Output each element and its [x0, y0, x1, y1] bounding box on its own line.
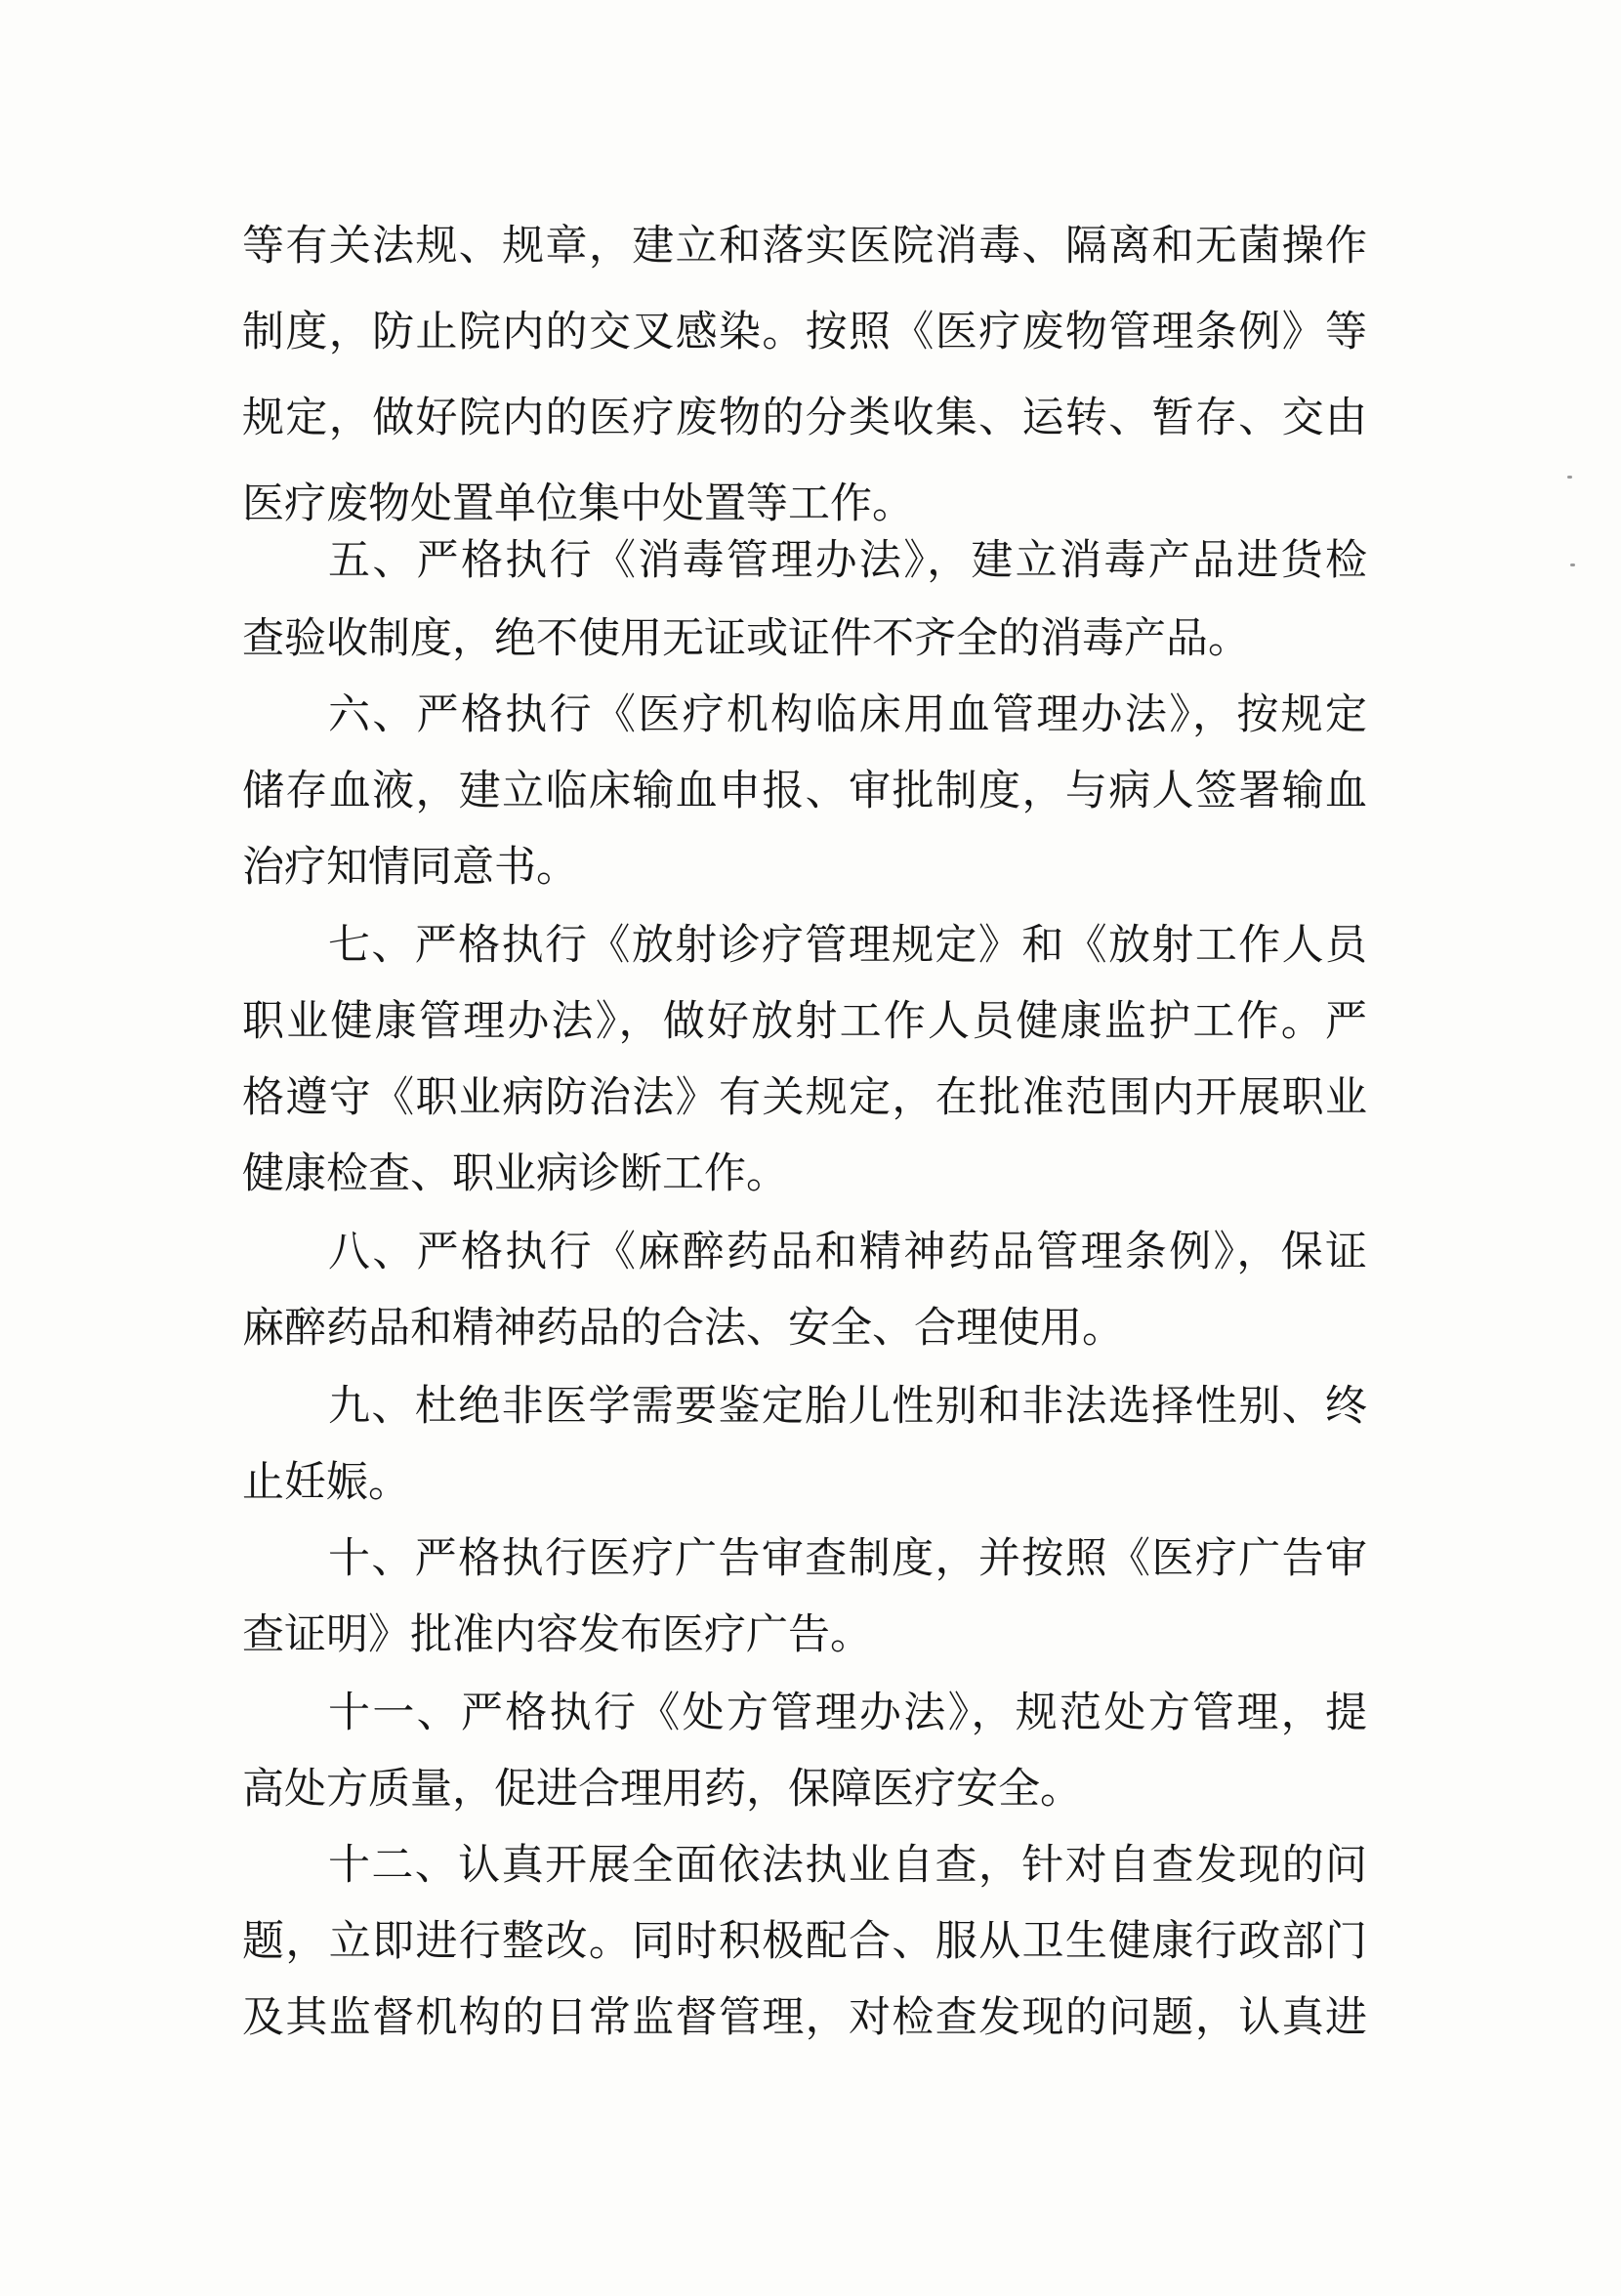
paragraph-6-line: 六、严格执行《医疗机构临床用血管理办法》，按规定: [328, 690, 1367, 739]
text-line: 题，立即进行整改。同时积极配合、服从卫生健康行政部门: [242, 1917, 1367, 1966]
text-line: 高处方质量，促进合理用药，保障医疗安全。: [242, 1765, 1082, 1814]
paragraph-5-line: 五、严格执行《消毒管理办法》，建立消毒产品进货检: [328, 536, 1367, 585]
text-line: 止妊娠。: [242, 1458, 410, 1507]
text-line: 规定，做好院内的医疗废物的分类收集、运转、暂存、交由: [242, 394, 1367, 442]
text-line: 查证明》批准内容发布医疗广告。: [242, 1610, 872, 1659]
text-line: 及其监督机构的日常监督管理，对检查发现的问题，认真进: [242, 1993, 1367, 2042]
text-line: 医疗废物处置单位集中处置等工作。: [242, 480, 914, 528]
paragraph-12-line: 十二、认真开展全面依法执业自查，针对自查发现的问: [328, 1841, 1367, 1890]
text-line: 储存血液，建立临床输血申报、审批制度，与病人签署输血: [242, 767, 1367, 815]
text-line: 健康检查、职业病诊断工作。: [242, 1149, 788, 1198]
paragraph-7-line: 七、严格执行《放射诊疗管理规定》和《放射工作人员: [328, 921, 1367, 970]
text-line: 格遵守《职业病防治法》有关规定，在批准范围内开展职业: [242, 1073, 1367, 1122]
text-line: 制度，防止院内的交叉感染。按照《医疗废物管理条例》等: [242, 308, 1367, 356]
scan-speck: [1570, 564, 1575, 566]
text-line: 查验收制度，绝不使用无证或证件不齐全的消毒产品。: [242, 614, 1250, 663]
scan-speck: [1567, 476, 1572, 479]
text-line: 职业健康管理办法》，做好放射工作人员健康监护工作。严: [242, 997, 1367, 1046]
paragraph-10-line: 十、严格执行医疗广告审查制度，并按照《医疗广告审: [328, 1534, 1367, 1583]
paragraph-9-line: 九、杜绝非医学需要鉴定胎儿性别和非法选择性别、终: [328, 1382, 1367, 1431]
text-line: 麻醉药品和精神药品的合法、安全、合理使用。: [242, 1304, 1124, 1353]
text-line: 等有关法规、规章，建立和落实医院消毒、隔离和无菌操作: [242, 222, 1367, 271]
paragraph-8-line: 八、严格执行《麻醉药品和精神药品管理条例》，保证: [328, 1228, 1367, 1276]
paragraph-11-line: 十一、严格执行《处方管理办法》，规范处方管理，提: [328, 1689, 1367, 1737]
text-line: 治疗知情同意书。: [242, 843, 578, 892]
